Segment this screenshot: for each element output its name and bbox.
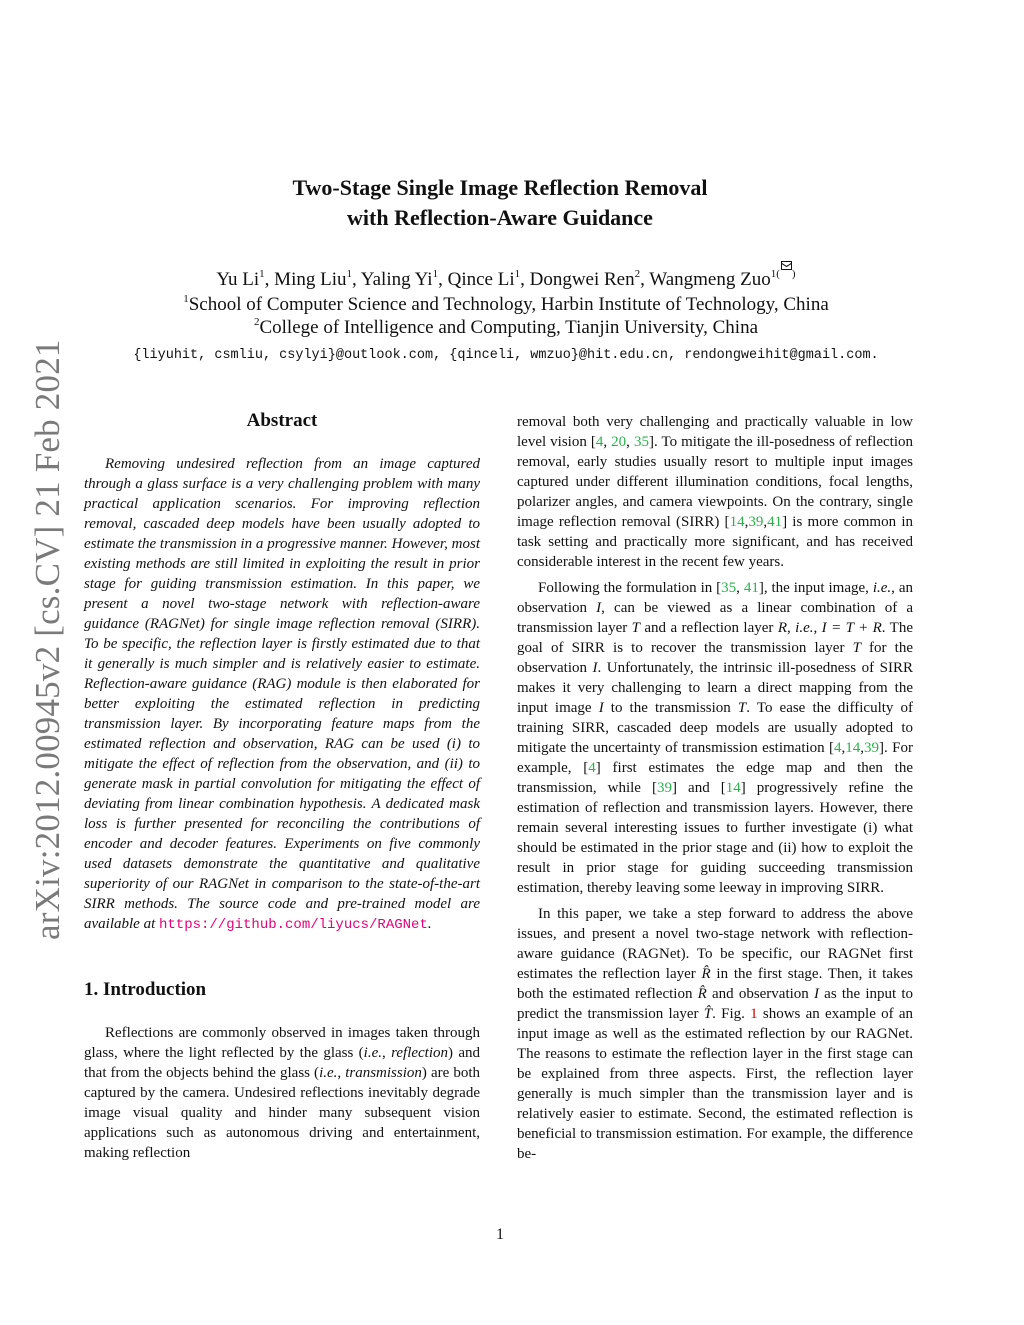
author-name: Yaling Yi — [360, 269, 433, 290]
intro-paragraph-1-left-tail: ) are both captured by the camera. Undesired reflections inevitably degrade image visual quality and hinder many subsequent vision applications such as autonomous driving and entertainment, making reflection — [84, 1065, 481, 1161]
affiliation-mark: 1 — [183, 292, 189, 305]
affiliation-mark: 1 — [432, 267, 439, 280]
author-name: Ming Liu — [274, 269, 347, 290]
citation-link[interactable]: 14 — [725, 780, 741, 796]
citation-link[interactable]: 14 — [729, 514, 745, 530]
intro-paragraph-1-part-a: Reflections are commonly observed in images taken through glass, where the light reflected by the glass (i.e., reflection) and that from the objects behind the glass (i.e., transmission) are both captured by the camera. Undesired reflections inevitably degrade image visual quality and hinder many subsequent vision applications such as autonomous driving and entertainment, making reflection — [84, 1025, 481, 1161]
affiliation-mark: 1 — [259, 267, 265, 280]
section-heading-introduction: 1. Introduction — [84, 979, 207, 1000]
citation-link[interactable]: 35 — [721, 580, 737, 596]
affiliation-mark: 2 — [634, 267, 641, 280]
citation-link[interactable]: 20 — [611, 434, 627, 450]
right-column — [517, 412, 913, 1170]
affiliation-mark: 1( — [770, 267, 780, 280]
citation-link[interactable]: 39 — [657, 780, 672, 796]
author-name: Dongwei Ren — [529, 269, 635, 290]
citation-link[interactable]: 4 — [588, 760, 596, 776]
equation: I = T + R — [821, 620, 882, 636]
affiliation-1 — [0, 293, 1012, 317]
author-name: Wangmeng Zuo — [649, 269, 771, 290]
affiliation-text: School of Computer Science and Technology, Harbin Institute of Technology, China — [188, 294, 829, 315]
abstract-heading: Abstract — [246, 410, 318, 431]
affiliation-mark: 2 — [253, 315, 260, 328]
citation-link[interactable]: 39 — [748, 514, 764, 530]
intro-paragraph-2: Following the formulation in [35, 41], the input image, i.e., an observation I, can be viewed as a linear combination of a transmission layer T and a reflection layer R, i.e., I = T + R. The goal of SIRR is to recover the transmission layer T for the observation I. Unfortunately, the intrinsic ill-posedness of SIRR makes it very challenging to learn a direct mapping from the input image I to the transmission T. To ease the difficulty of training SIRR, cascaded deep models are usually adopted to mitigate the uncertainty of transmission estimation [4,14,39]. For example, [4] first estimates the edge map and then the transmission, while [39] and [14] progressively refine the estimation of reflection and transmission layers. However, there remain several interesting issues to further investigate (i) what should be estimated in the prior stage and (ii) how to exploit the result in prior stage for guiding succeeding transmission estimation, thereby leaving some leeway in improving SIRR. — [517, 580, 913, 896]
author-emails: {liyuhit, csmliu, csylyi}@outlook.com, {qinceli, wmzuo}@hit.edu.cn, rendongweihit@gmail.com. — [133, 348, 879, 363]
left-column — [84, 410, 480, 1169]
affiliation-text: College of Intelligence and Computing, Tianjin University, China — [259, 317, 759, 338]
author-name: Yu Li — [216, 269, 260, 290]
author-name: Qince Li — [447, 269, 515, 290]
citation-link[interactable]: 39 — [864, 740, 880, 756]
intro-paragraph-3: In this paper, we take a step forward to address the above issues, and present a novel two-stage network with reflection-aware guidance (RAGNet). To be specific, our RAGNet first estimates the reflection layer R̂ in the first stage. Then, it takes both the estimated reflection R̂ and observation I as the input to predict the transmission layer T̂. Fig. 1 shows an example of an input image as well as the estimated reflection by our RAGNet. The reasons to estimate the reflection layer in the first stage can be explained from three aspects. First, the reflection layer generally is much simpler than the transmission layer and is relatively easier to estimate. Second, the estimated reflection is beneficial to transmission estimation. For example, the difference be- — [517, 906, 914, 1162]
affiliation-2 — [0, 316, 1012, 340]
citation-link[interactable]: 4 — [834, 740, 842, 756]
code-link[interactable]: https://github.com/liyucs/RAGNet — [159, 917, 428, 933]
affiliation-mark: 1 — [346, 267, 352, 280]
citation-link[interactable]: 41 — [743, 580, 759, 596]
arxiv-identifier: arXiv:2012.00945v2 [cs.CV] 21 Feb 2021 — [28, 339, 67, 940]
intro-paragraph-1-part-b: removal both very challenging and practically valuable in low level vision [4, 20, 35]. To mitigate the ill-posedness of reflection removal, early studies usually resort to multiple input images captured under different illumination conditions, focal lengths, polarizer angles, and camera viewpoints. On the contrary, single image reflection removal (SIRR) [14,39,41] is more common in task setting and practically more significant, and has received considerable interest in the recent few years. — [517, 414, 913, 570]
abstract-text: Removing undesired reflection from an image captured through a glass surface is a very challenging problem with many practical application scenarios. For improving reflection removal, cascaded deep models have been usually adopted to estimate the transmission in a progressive manner. However, most existing methods are still limited in exploiting the result in prior stage for guiding transmission estimation. In this paper, we present a novel two-stage network with reflection-aware guidance (RAGNet) for single image reflection removal (SIRR). To be specific, the reflection layer is firstly estimated due to that it generally is much simpler and is relatively easier to estimate. Reflection-aware guidance (RAG) module is then elaborated for better exploiting the estimated reflection in predicting transmission layer. By incorporating feature maps from the estimated reflection and observation, RAG can be used (i) to mitigate the effect of reflection from the observation, and (ii) to generate mask in partial convolution for mitigating the effect of deviating from linear combination hypothesis. A dedicated mask loss is further presented for reconciling the contributions of encoder and decoder features. Experiments on five commonly used datasets demonstrate the quantitative and qualitative superiority of our RAGNet in comparison to the state-of-the-art SIRR methods. The source code and pre-trained model are available at https://github.com/liyucs/RAGNet. — [84, 456, 480, 933]
citation-link[interactable]: 14 — [845, 740, 861, 756]
envelope-icon — [781, 261, 792, 270]
intro-paragraph-1-continued: removal both very challenging and practically valuable in low level vision [ — [517, 414, 913, 450]
figure-link[interactable]: 1 — [750, 1006, 758, 1022]
author-list: Yu Li$^1$, Ming Liu$^1$, Yaling Yi$^1$, Qince Li$^1$, Dongwei Ren$^2$, Wangmeng Zuo$^{1( )}$ — [0, 268, 1012, 292]
paper-title-line-2: with Reflection-Aware Guidance — [347, 205, 653, 230]
page-number: 1 — [496, 1226, 504, 1243]
citation-link[interactable]: 4 — [595, 434, 604, 450]
citation-link[interactable]: 41 — [767, 514, 783, 530]
paper-title-line-1: Two-Stage Single Image Reflection Removal — [292, 175, 708, 200]
citation-link[interactable]: 35 — [633, 434, 649, 450]
affiliation-mark: 1 — [514, 267, 521, 280]
